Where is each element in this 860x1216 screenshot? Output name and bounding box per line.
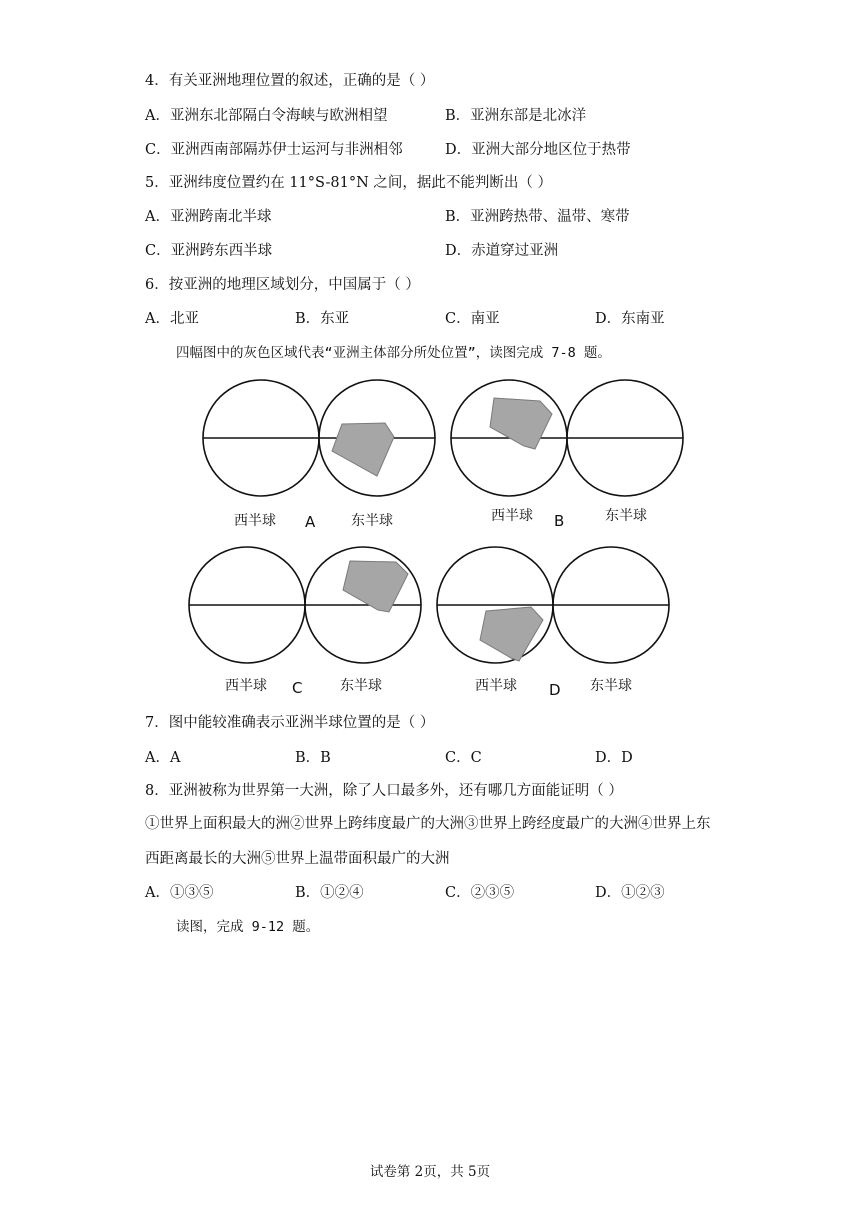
q7-option-a: A．A — [145, 750, 181, 766]
diagram-d-asia-region — [480, 607, 543, 661]
q6-option-c: C．南亚 — [445, 311, 500, 327]
q8-option-b: B．①②④ — [295, 885, 364, 901]
q4-option-d: D．亚洲大部分地区位于热带 — [445, 142, 631, 158]
q8-option-a: A．①③⑤ — [145, 885, 214, 901]
q5-option-a: A．亚洲跨南北半球 — [145, 209, 272, 225]
q7-option-c: C．C — [445, 750, 482, 766]
diagram-d-west-label: 西半球 — [475, 678, 517, 694]
diagram-c-west-label: 西半球 — [225, 678, 267, 694]
q8-option-c: C．②③⑤ — [445, 885, 515, 901]
diagram-b-letter: B — [554, 512, 565, 530]
diagram-d — [437, 547, 669, 663]
diagram-b-west-label: 西半球 — [491, 508, 533, 524]
diagram-a-west-label: 西半球 — [234, 513, 276, 529]
next-figure-intro: 读图，完成 9-12 题。 — [176, 919, 320, 935]
q5-stem: 5．亚洲纬度位置约在 11°S-81°N 之间，据此不能判断出（ ） — [145, 175, 553, 191]
diagram-a-asia-region — [332, 423, 394, 476]
q5-option-b: B．亚洲跨热带、温带、寒带 — [445, 209, 630, 225]
diagram-a-east-label: 东半球 — [351, 513, 393, 529]
q8-statements: ①世界上面积最大的洲②世界上跨纬度最广的大洲③世界上跨经度最广的大洲④世界上东西距离最长的大洲⑤世界上温带面积最广的大洲 — [145, 816, 711, 867]
q7-stem: 7．图中能较准确表示亚洲半球位置的是（ ） — [145, 715, 435, 731]
diagram-d-east-label: 东半球 — [590, 678, 632, 694]
page-footer: 试卷第 2页，共 5页 — [369, 1164, 491, 1180]
diagram-c-letter: C — [292, 679, 303, 697]
q6-option-b: B．东亚 — [295, 311, 350, 327]
diagram-a-letter: A — [305, 513, 316, 531]
q4-option-c: C．亚洲西南部隔苏伊士运河与非洲相邻 — [145, 142, 403, 158]
q5-option-d: D．赤道穿过亚洲 — [445, 243, 559, 259]
q6-stem: 6．按亚洲的地理区域划分，中国属于（ ） — [145, 277, 420, 293]
q8-option-d: D．①②③ — [595, 885, 665, 901]
diagram-c-east-label: 东半球 — [340, 678, 382, 694]
q6-option-a: A．北亚 — [145, 311, 199, 327]
diagram-a — [203, 380, 435, 496]
diagram-b — [451, 380, 683, 496]
q4-stem: 4．有关亚洲地理位置的叙述，正确的是（ ） — [145, 73, 435, 89]
q5-option-c: C．亚洲跨东西半球 — [145, 243, 273, 259]
figure-intro: 四幅图中的灰色区域代表“亚洲主体部分所处位置”，读图完成 7-8 题。 — [176, 345, 611, 361]
q4-option-b: B．亚洲东部是北冰洋 — [445, 108, 587, 124]
q7-option-d: D．D — [595, 750, 633, 766]
hemisphere-figure — [0, 370, 860, 710]
q6-option-d: D．东南亚 — [595, 311, 665, 327]
q8-stem: 8．亚洲被称为世界第一大洲，除了人口最多外，还有哪几方面能证明（ ） — [145, 783, 623, 799]
q4-option-a: A．亚洲东北部隔白令海峡与欧洲相望 — [145, 108, 388, 124]
diagram-b-asia-region — [490, 398, 552, 449]
q7-option-b: B．B — [295, 750, 331, 766]
diagram-d-letter: D — [549, 681, 561, 699]
diagram-b-east-label: 东半球 — [605, 508, 647, 524]
